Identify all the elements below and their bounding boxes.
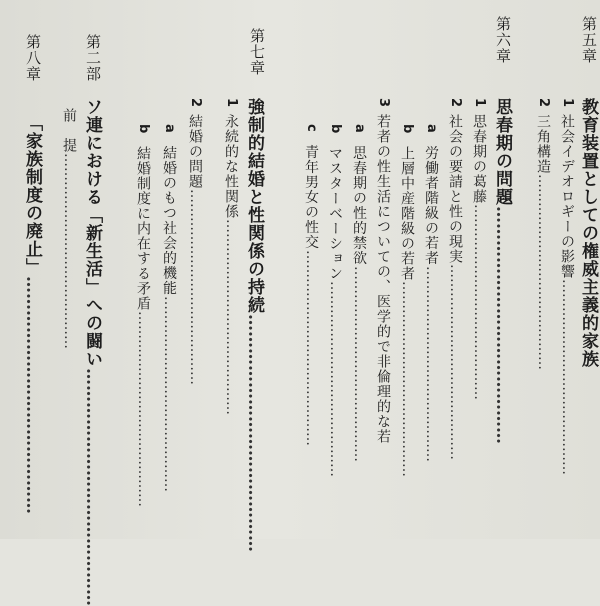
chapter-7-section-2: 2結婚の問題…………………………………… (187, 98, 203, 386)
chapter-6-section-1: 1思春期の葛藤…………………………………… (471, 98, 487, 401)
leader-dots: …………………………………… (244, 314, 264, 552)
section-number: 2 (448, 98, 463, 109)
leader-dots: …………………………………… (303, 249, 319, 446)
chapter-6-section-2a: a労働者階級の若者…………………………………… (423, 124, 439, 462)
leader-dots: …………………………………… (187, 189, 203, 386)
chapter-7-section-2a: a結婚のもつ社会的機能…………………………………… (161, 124, 177, 492)
chapter-8-title: 「家族制度の廃止」…………………………………… (22, 114, 42, 514)
section-number: 1 (560, 98, 575, 109)
chapter-6-section-3b: bマスターベーション…………………………………… (327, 124, 343, 478)
section-number: 2 (536, 98, 551, 109)
part-2-title: ソ連における「新生活」への闘い…………………………………… (82, 98, 102, 606)
chapter-6-title: 思春期の問題…………………………………… (492, 98, 512, 444)
chapter-8-label: 第八章 (24, 34, 42, 82)
subsection-letter: b (136, 124, 151, 135)
subsection-letter: a (352, 124, 367, 134)
chapter-7-label: 第七章 (248, 28, 266, 76)
chapter-6-section-3: 3若者の性生活についての、医学的で非倫理的な若 (375, 98, 391, 445)
leader-dots: …………………………………… (61, 153, 77, 349)
leader-dots: …………………………………… (351, 265, 367, 462)
chapter-7-section-2b: b結婚制度に内在する矛盾…………………………………… (135, 124, 151, 508)
section-number: 1 (472, 98, 487, 109)
leader-dots: …………………………………… (492, 206, 512, 444)
leader-dots: …………………………………… (447, 264, 463, 461)
leader-dots: …………………………………… (135, 311, 151, 508)
leader-dots: …………………………………… (559, 279, 575, 476)
section-number: 3 (376, 98, 391, 109)
part-2-preface: 前 提…………………………………… (61, 108, 77, 349)
leader-dots: …………………………………… (471, 204, 487, 401)
chapter-5-section-2: 2三角構造…………………………………… (535, 98, 551, 371)
section-number: 2 (188, 98, 203, 109)
chapter-5-label: 第五章 (580, 16, 598, 64)
chapter-6-section-2b: b上層中産階級の若者…………………………………… (399, 124, 415, 478)
leader-dots: …………………………………… (423, 265, 439, 462)
chapter-6-section-3a: a思春期の性的禁欲…………………………………… (351, 124, 367, 462)
chapter-6-label: 第六章 (494, 16, 512, 64)
chapter-7-section-1: 1永続的な性関係…………………………………… (223, 98, 239, 416)
subsection-letter: c (304, 124, 319, 133)
leader-dots: …………………………………… (161, 295, 177, 492)
subsection-letter: a (162, 124, 177, 134)
subsection-letter: b (328, 124, 343, 135)
subsection-letter: b (400, 124, 415, 135)
chapter-6-section-2: 2社会の要請と性の現実…………………………………… (447, 98, 463, 461)
chapter-7-title: 強制的結婚と性関係の持続…………………………………… (244, 98, 264, 552)
leader-dots: …………………………………… (82, 368, 102, 606)
section-number: 1 (224, 98, 239, 109)
leader-dots: …………………………………… (399, 281, 415, 478)
part-2-label: 第二部 (84, 34, 102, 82)
subsection-letter: a (424, 124, 439, 134)
chapter-5-section-1: 1社会イデオロギーの影響…………………………………… (559, 98, 575, 476)
leader-dots: …………………………………… (223, 219, 239, 416)
leader-dots: …………………………………… (535, 174, 551, 371)
leader-dots: …………………………………… (22, 276, 42, 514)
leader-dots: …………………………………… (327, 281, 343, 478)
chapter-6-section-3c: c青年男女の性交…………………………………… (303, 124, 319, 446)
chapter-5-title: 教育装置としての権威主義的家族 (578, 98, 598, 368)
